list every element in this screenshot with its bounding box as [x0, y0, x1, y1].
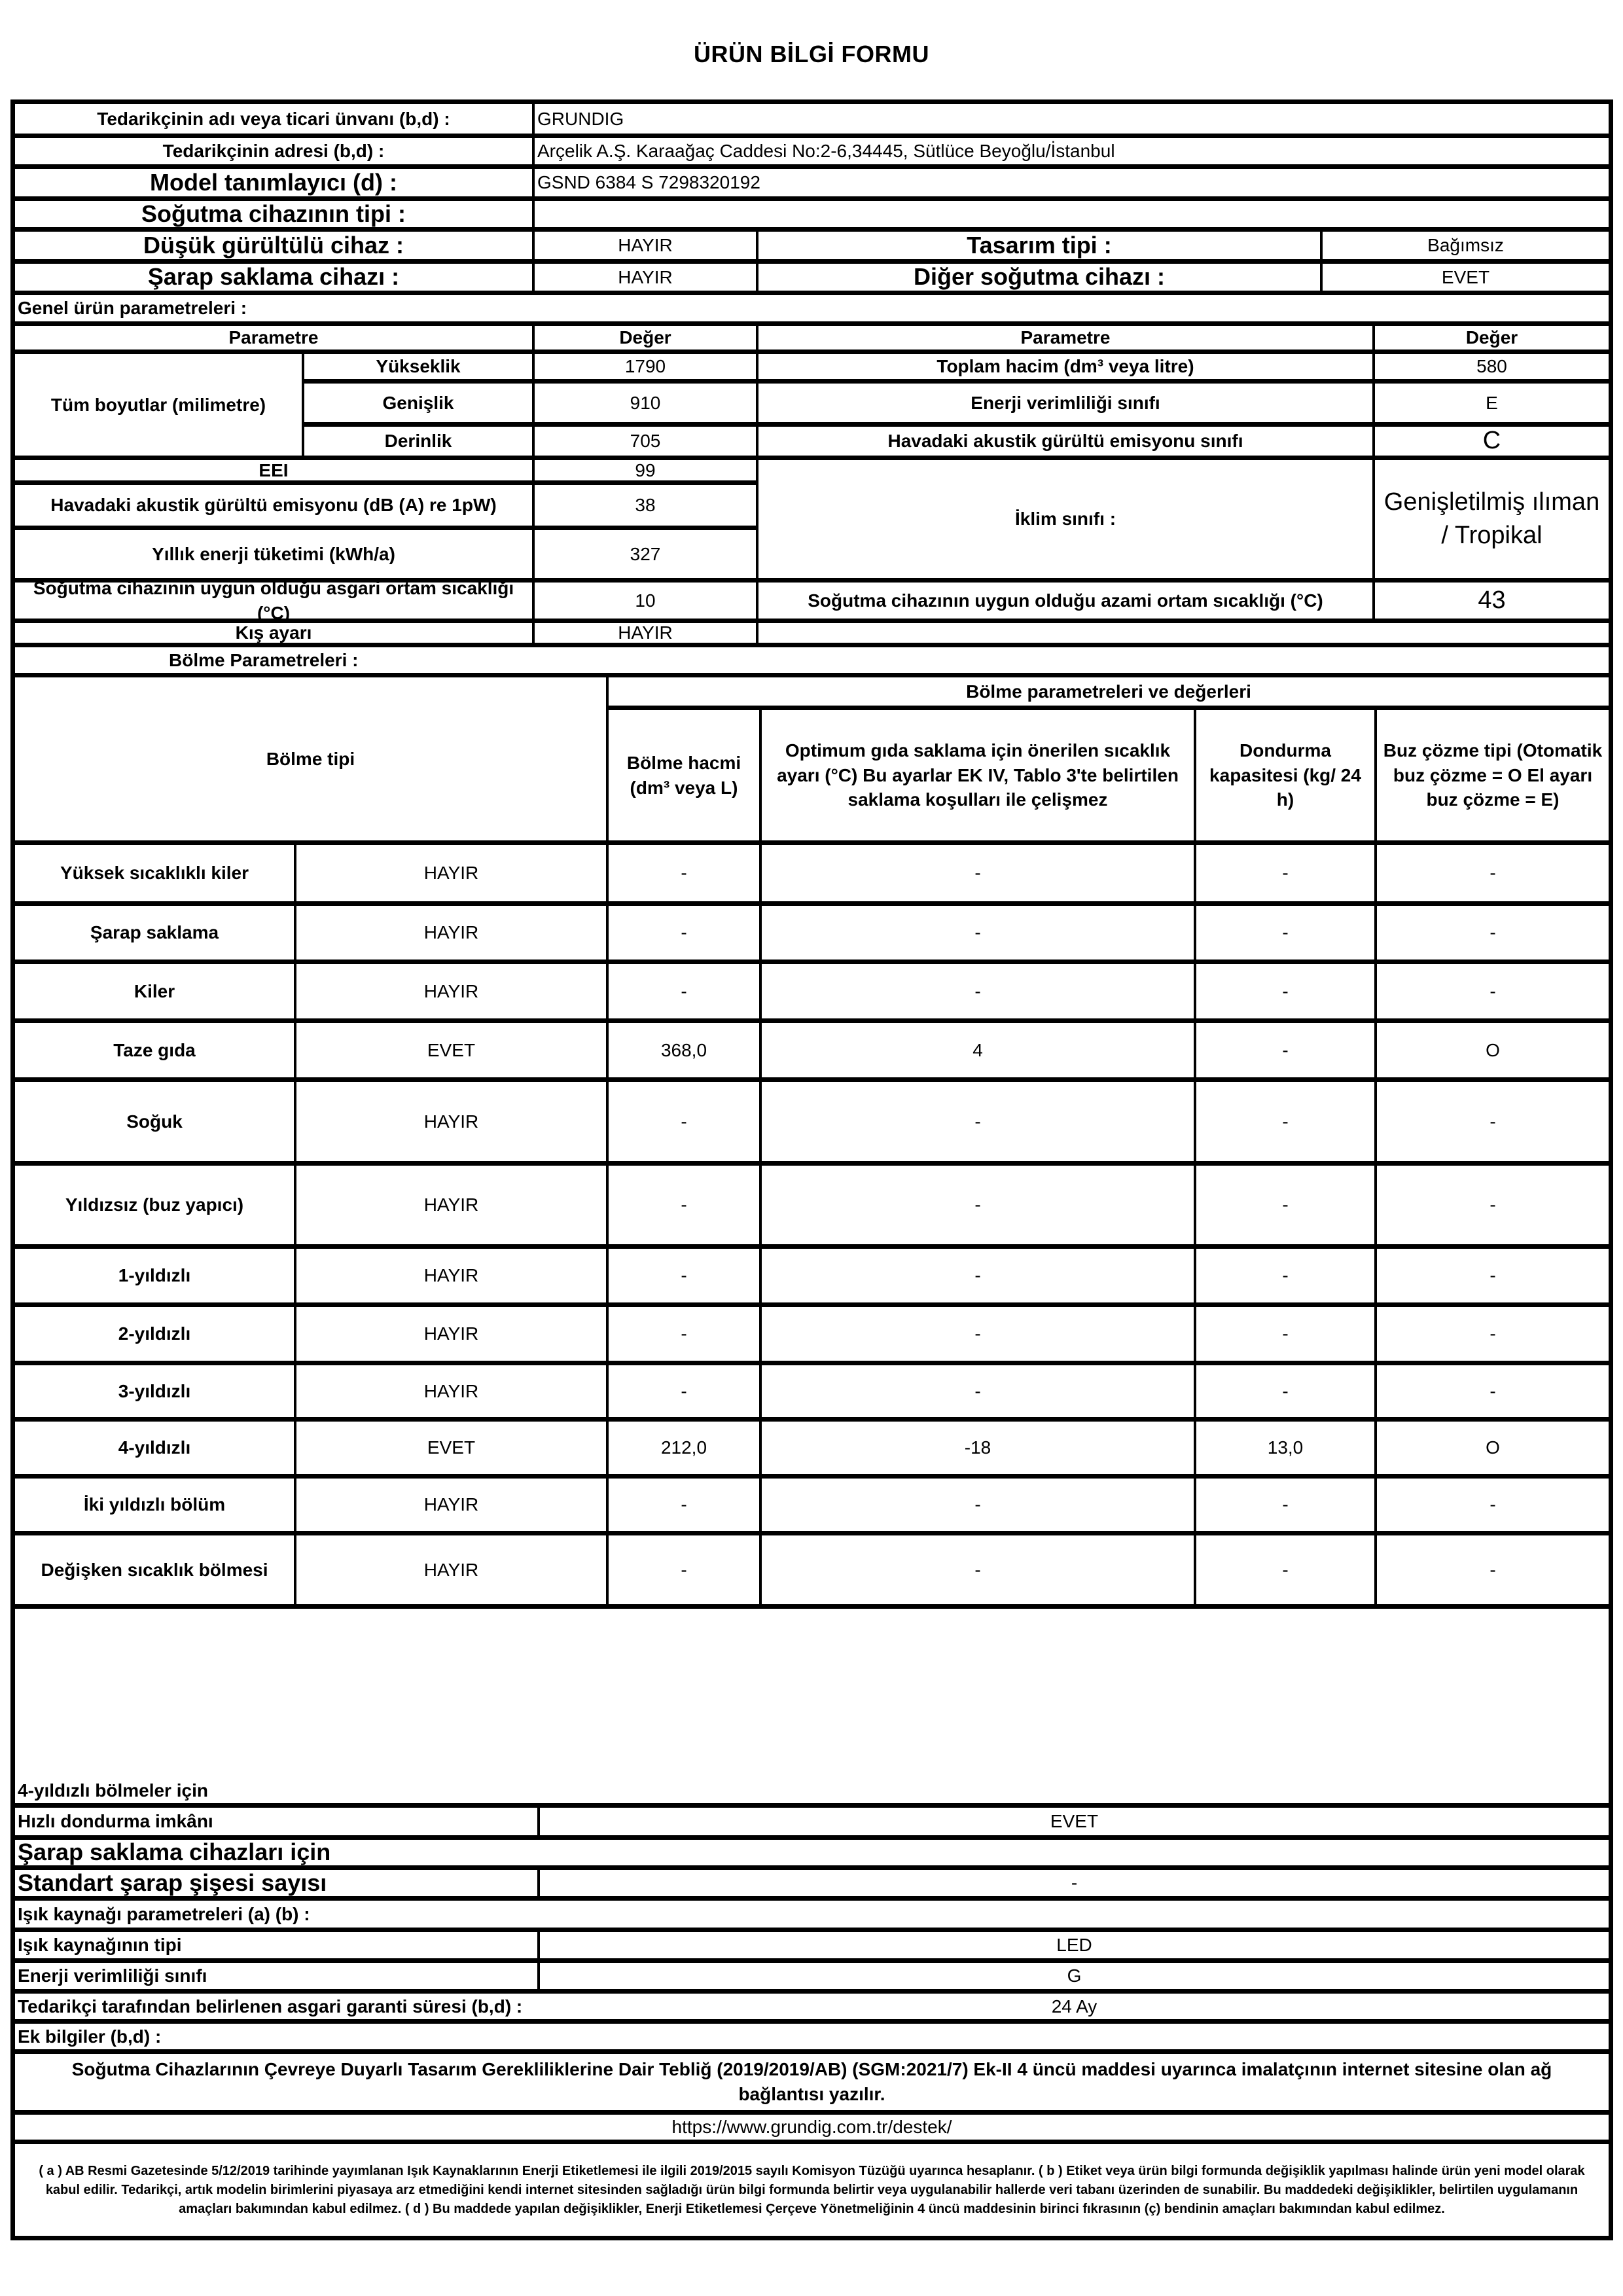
compartment-freeze: -	[1196, 1249, 1377, 1307]
compartment-volume: -	[609, 1479, 762, 1535]
eei-label: EEI	[15, 460, 535, 485]
eei-value: 99	[535, 460, 758, 485]
compartment-name: Kiler	[15, 964, 296, 1023]
compartment-temp: -	[762, 1479, 1196, 1535]
compartment-volume: -	[609, 1307, 762, 1365]
wine-bottles-label: Standart şarap şişesi sayısı	[15, 1870, 540, 1901]
model-label: Model tanımlayıcı (d) :	[15, 169, 535, 201]
design-type-label: Tasarım tipi :	[758, 232, 1323, 264]
compartment-freeze: -	[1196, 1365, 1377, 1422]
compartment-defrost: -	[1377, 845, 1609, 906]
compartment-temp: -	[762, 906, 1196, 964]
compartment-present: HAYIR	[296, 845, 609, 906]
model-value: GSND 6384 S 7298320192	[535, 169, 1609, 201]
product-info-sheet	[10, 99, 1613, 2240]
supplier-address-value: Arçelik A.Ş. Karaağaç Caddesi No:2-6,34445, Sütlüce Beyoğlu/İstanbul	[535, 138, 1609, 169]
supplier-address-label: Tedarikçinin adresi (b,d) :	[15, 138, 535, 169]
compartment-defrost: -	[1377, 1249, 1609, 1307]
width-label: Genişlik	[304, 384, 535, 427]
compartment-temp: -	[762, 1535, 1196, 1609]
compartment-volume: -	[609, 906, 762, 964]
four-star-section-label: 4-yıldızlı bölmeler için	[15, 1778, 1609, 1808]
compartment-name: Değişken sıcaklık bölmesi	[15, 1535, 296, 1609]
compartment-present: HAYIR	[296, 1166, 609, 1249]
general-section-label: Genel ürün parametreleri :	[15, 295, 1609, 326]
compartment-name: 4-yıldızlı	[15, 1422, 296, 1479]
compartment-freeze: -	[1196, 1307, 1377, 1365]
compartment-group-header: Bölme parametreleri ve değerleri	[609, 677, 1609, 710]
compartment-name: 3-yıldızlı	[15, 1365, 296, 1422]
compartment-defrost: -	[1377, 1535, 1609, 1609]
compartment-freeze: -	[1196, 1023, 1377, 1082]
general-header-param: Parametre	[15, 326, 535, 354]
min-ambient-temp-value: 10	[535, 583, 758, 623]
light-class-value: G	[540, 1963, 1609, 1994]
low-noise-label: Düşük gürültülü cihaz :	[15, 232, 535, 264]
compartment-present: HAYIR	[296, 1479, 609, 1535]
noise-class-label: Havadaki akustik gürültü emisyonu sınıfı	[758, 427, 1375, 460]
design-type-value: Bağımsız	[1323, 232, 1609, 264]
light-type-label: Işık kaynağının tipi	[15, 1932, 540, 1963]
compartment-name: İki yıldızlı bölüm	[15, 1479, 296, 1535]
depth-label: Derinlik	[304, 427, 535, 460]
winter-setting-label: Kış ayarı	[15, 623, 535, 647]
low-noise-value: HAYIR	[535, 232, 758, 264]
compartment-volume: -	[609, 1166, 762, 1249]
depth-value: 705	[535, 427, 758, 460]
compartment-freeze: -	[1196, 1535, 1377, 1609]
compartment-temp: -	[762, 1307, 1196, 1365]
compartment-present: HAYIR	[296, 906, 609, 964]
general-header-value-2: Değer	[1375, 326, 1609, 354]
compartment-present: HAYIR	[296, 1307, 609, 1365]
compartment-temp: 4	[762, 1023, 1196, 1082]
energy-class-label: Enerji verimliliği sınıfı	[758, 384, 1375, 427]
height-value: 1790	[535, 354, 758, 384]
compartment-temp: -	[762, 1166, 1196, 1249]
energy-class-value: E	[1375, 384, 1609, 427]
compartment-freeze-header: Dondurma kapasitesi (kg/ 24 h)	[1196, 710, 1377, 845]
compartment-temp: -	[762, 845, 1196, 906]
compartment-freeze: -	[1196, 845, 1377, 906]
compartment-temp: -	[762, 964, 1196, 1023]
height-label: Yükseklik	[304, 354, 535, 384]
appliance-type-label: Soğutma cihazının tipi :	[15, 201, 535, 232]
compartment-volume: 368,0	[609, 1023, 762, 1082]
max-ambient-temp-value: 43	[1375, 583, 1609, 623]
supplier-name-value: GRUNDIG	[535, 104, 1609, 138]
annual-energy-value: 327	[535, 530, 758, 583]
compartment-volume: -	[609, 1082, 762, 1166]
compartment-present: HAYIR	[296, 964, 609, 1023]
noise-emission-label: Havadaki akustik gürültü emisyonu (dB (A) re 1pW)	[15, 485, 535, 530]
compartment-present: EVET	[296, 1422, 609, 1479]
max-ambient-temp-label: Soğutma cihazının uygun olduğu azami ortam sıcaklığı (°C)	[758, 583, 1375, 623]
dimensions-label: Tüm boyutlar (milimetre)	[15, 354, 304, 460]
compartment-present: HAYIR	[296, 1535, 609, 1609]
compartment-defrost-header: Buz çözme tipi (Otomatik buz çözme = O El ayarı buz çözme = E)	[1377, 710, 1609, 845]
compartment-defrost: -	[1377, 964, 1609, 1023]
compartment-volume: -	[609, 1249, 762, 1307]
other-appliance-value: EVET	[1323, 264, 1609, 295]
compartment-name: 2-yıldızlı	[15, 1307, 296, 1365]
support-url-link[interactable]: https://www.grundig.com.tr/destek/	[15, 2115, 1609, 2144]
compartment-present: HAYIR	[296, 1249, 609, 1307]
total-volume-value: 580	[1375, 354, 1609, 384]
fast-freeze-label: Hızlı dondurma imkânı	[15, 1808, 540, 1840]
other-appliance-label: Diğer soğutma cihazı :	[758, 264, 1323, 295]
supplier-name-label: Tedarikçinin adı veya ticari ünvanı (b,d) :	[15, 104, 535, 138]
compartment-temp: -	[762, 1082, 1196, 1166]
compartment-present: HAYIR	[296, 1365, 609, 1422]
winter-setting-empty	[758, 623, 1609, 647]
compartment-defrost: -	[1377, 1479, 1609, 1535]
compartment-defrost: -	[1377, 906, 1609, 964]
compartment-defrost: -	[1377, 1082, 1609, 1166]
compartment-volume: -	[609, 1365, 762, 1422]
compartment-freeze: -	[1196, 964, 1377, 1023]
general-header-param-2: Parametre	[758, 326, 1375, 354]
compartment-volume: 212,0	[609, 1422, 762, 1479]
total-volume-label: Toplam hacim (dm³ veya litre)	[758, 354, 1375, 384]
compartment-defrost: -	[1377, 1166, 1609, 1249]
compartment-freeze: 13,0	[1196, 1422, 1377, 1479]
compartment-defrost: O	[1377, 1422, 1609, 1479]
light-type-value: LED	[540, 1932, 1609, 1963]
compartment-name: Soğuk	[15, 1082, 296, 1166]
climate-class-value: Genişletilmiş ılıman / Tropikal	[1375, 460, 1609, 583]
min-ambient-temp-label: Soğutma cihazının uygun olduğu asgari ortam sıcaklığı (°C)	[15, 583, 535, 623]
compartment-name: Yıldızsız (buz yapıcı)	[15, 1166, 296, 1249]
additional-info-label: Ek bilgiler (b,d) :	[15, 2024, 1609, 2054]
compartment-name: 1-yıldızlı	[15, 1249, 296, 1307]
winter-setting-value: HAYIR	[535, 623, 758, 647]
fast-freeze-value: EVET	[540, 1808, 1609, 1840]
compartment-temp: -	[762, 1365, 1196, 1422]
wine-bottles-value: -	[540, 1870, 1609, 1901]
compartment-freeze: -	[1196, 906, 1377, 964]
general-header-value: Değer	[535, 326, 758, 354]
wine-storage-label: Şarap saklama cihazı :	[15, 264, 535, 295]
compartment-volume: -	[609, 1535, 762, 1609]
warranty-label: Tedarikçi tarafından belirlenen asgari garanti süresi (b,d) :	[15, 1994, 540, 2024]
additional-info-notice: Soğutma Cihazlarının Çevreye Duyarlı Tasarım Gerekliliklerine Dair Tebliğ (2019/2019/AB) (SGM:2021/7) Ek-II 4 üncü maddesi uyarınca imalatçının internet sitesine olan ağ bağlantısı yazılır.	[15, 2054, 1609, 2115]
compartment-name: Şarap saklama	[15, 906, 296, 964]
compartment-present: EVET	[296, 1023, 609, 1082]
page-title: ÜRÜN BİLGİ FORMU	[694, 41, 929, 67]
compartment-volume: -	[609, 964, 762, 1023]
compartment-temp: -18	[762, 1422, 1196, 1479]
compartment-freeze: -	[1196, 1166, 1377, 1249]
footnote: ( a ) AB Resmi Gazetesinde 5/12/2019 tarihinde yayımlanan Işık Kaynaklarının Enerji Etiketlemesi ile ilgili 2019/2015 sayılı Komisyon Tüzüğü uyarınca hesaplanır. ( b ) Etiket veya ürün bilgi formunda değişiklik yapılması halinde ürün yeni model olarak kabul edilir. Tedarikçi, artık modelin birimlerini piyasaya arz etmediğini kendi internet sitesinden sağladığı ürün bilgi formunda belirtir veya uygulanabilir hallerde veri tabanı üzerinden de sunabilir. Bu maddedeki değişiklikler, belirtilen uygulamanın amaçları bakımından kabul edilmez. ( d ) Bu maddede yapılan değişiklikler, Enerji Etiketlemesi Çerçeve Yönetmeliğinin 4 üncü maddesinin birinci fıkrasının (ç) bendinin amaçları bakımından kabul edilmez.	[39, 2163, 1585, 2216]
compartment-volume-header: Bölme hacmi (dm³ veya L)	[609, 710, 762, 845]
compartment-temp-header: Optimum gıda saklama için önerilen sıcaklık ayarı (°C) Bu ayarlar EK IV, Tablo 3'te belirtilen saklama koşulları ile çelişmez	[762, 710, 1196, 845]
noise-class-value: C	[1375, 427, 1609, 460]
appliance-type-value	[535, 201, 1609, 232]
compartments-section-label: Bölme Parametreleri :	[15, 647, 1609, 677]
warranty-value: 24 Ay	[540, 1994, 1609, 2024]
compartment-present: HAYIR	[296, 1082, 609, 1166]
compartment-defrost: -	[1377, 1307, 1609, 1365]
compartment-name: Taze gıda	[15, 1023, 296, 1082]
noise-emission-value: 38	[535, 485, 758, 530]
compartment-freeze: -	[1196, 1479, 1377, 1535]
annual-energy-label: Yıllık enerji tüketimi (kWh/a)	[15, 530, 535, 583]
compartment-defrost: O	[1377, 1023, 1609, 1082]
width-value: 910	[535, 384, 758, 427]
compartment-defrost: -	[1377, 1365, 1609, 1422]
compartment-temp: -	[762, 1249, 1196, 1307]
wine-section-label: Şarap saklama cihazları için	[15, 1840, 1609, 1870]
climate-class-label: İklim sınıfı :	[758, 460, 1375, 583]
light-class-label: Enerji verimliliği sınıfı	[15, 1963, 540, 1994]
light-section-label: Işık kaynağı parametreleri (a) (b) :	[15, 1901, 1609, 1932]
compartment-volume: -	[609, 845, 762, 906]
compartment-freeze: -	[1196, 1082, 1377, 1166]
compartment-type-header: Bölme tipi	[15, 677, 609, 845]
compartment-name: Yüksek sıcaklıklı kiler	[15, 845, 296, 906]
wine-storage-value: HAYIR	[535, 264, 758, 295]
